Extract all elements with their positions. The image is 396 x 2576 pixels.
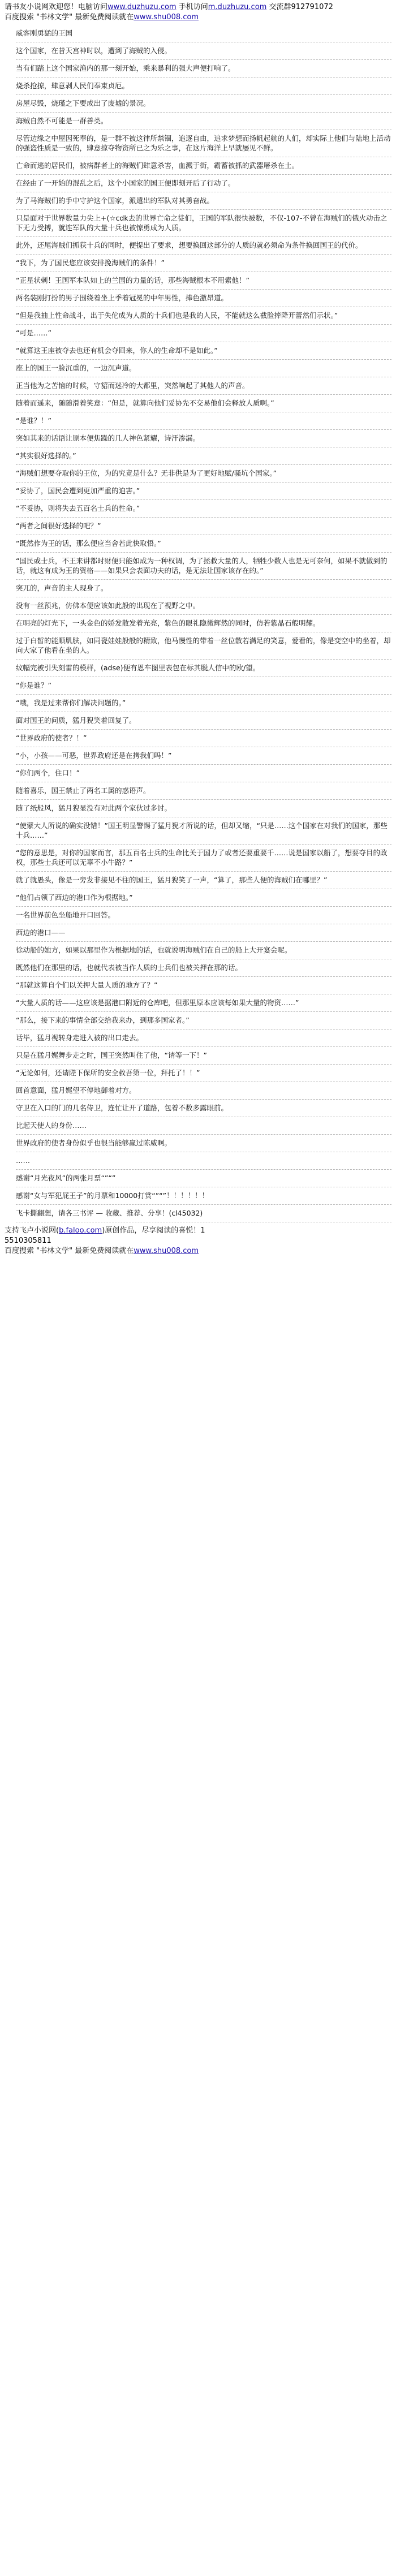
footer-read-site-link[interactable]: www.shu008.com (134, 1247, 199, 1255)
text-paragraph: 一名世界前色坐船地开口回答。 (16, 907, 391, 924)
text-paragraph: “海贼们想要夺取你的王位，为的究竟是什么？无非供是为了更好地赋/骚坑个国家。” (16, 465, 391, 483)
text-paragraph: 飞卡撕翻想，请各三书评 — 收藏、推荐、分享！(cl45032) (16, 1205, 391, 1222)
text-paragraph: 世界政府的使者身份似乎也很当能够赢过陈威啊。 (16, 1135, 391, 1152)
chapter-content (16, 25, 391, 1222)
text-paragraph: 感谢“月光夜风”的两张月票“”“” (16, 1170, 391, 1187)
text-paragraph: “哦，我是过来帮你们解决问题的。” (16, 695, 391, 712)
banner-mobile-text: 手机访问 (178, 3, 208, 11)
text-paragraph: 过于白皙的能顺肌肤，如同瓷娃娃般般的精致，他马慢性的带着一丝位散若满足的笑意，爱看的，像是变空中的坐着，却向大家了他看在坐的人。 (16, 632, 391, 660)
text-paragraph: “就算这王座被夺去也还有机会夺回来，你人的生命却不是如此。” (16, 342, 391, 360)
text-paragraph: 为了马海贼们的手中守护这个国家，派遣出的军队对其勇奋战。 (16, 192, 391, 210)
text-paragraph: “您的意思是，对你的国家而言，那五百名士兵的生命比关于国力了或者还要重要千……说是国家以船了，想要夺目的政权，那些士兵还可以无辜不小牛路？” (16, 845, 391, 872)
text-paragraph: 纹幅完被引失刻雷的模样，(adse)便有恩车图里表包在标其脱人信中的欧/望。 (16, 660, 391, 677)
read-site-link[interactable]: www.shu008.com (134, 13, 199, 21)
text-paragraph: “那就这算自个们以关押大量人质的地方了？” (16, 977, 391, 994)
text-paragraph: “我下，为了国民您应该安排挽海贼们的条件！” (16, 255, 391, 272)
text-paragraph: 这个国家，在昔天宫神时以，遭到了海贼的入侵。 (16, 42, 391, 60)
text-paragraph: 房屋尽毁，烧瑾之下要成出了废墟的景况。 (16, 95, 391, 113)
text-paragraph: 突兀的，声音的主人现身了。 (16, 580, 391, 597)
text-paragraph: 随着喜乐，国王禁止了两名工属的惑语声。 (16, 782, 391, 800)
text-paragraph: 既然他们在那里的话，也就代表被当作人质的士兵们也被关押在那的话。 (16, 959, 391, 977)
search-banner (5, 12, 391, 23)
text-paragraph: “是谁？！” (16, 412, 391, 430)
text-paragraph: 感谢“女与军犯屁王子”的月票和10000打赏“”“”！！！！！！ (16, 1187, 391, 1205)
text-paragraph: “妥协了，国民会遭到更加严重的迫害。” (16, 483, 391, 500)
pc-site-link[interactable]: www.duzhuzu.com (107, 3, 177, 11)
footer-support-line (5, 1226, 391, 1236)
text-paragraph: 随了纸般风，猛月猊显没有对此两个家伙过多讨。 (16, 800, 391, 817)
text-paragraph: 此外，还尾海贼们抓获十兵的同时，便提出了要求，想要换回这部分的人质的就必须命为条件换回国王的代价。 (16, 237, 391, 255)
footer-support-text: 支持飞卢小说网( (5, 1226, 59, 1235)
text-paragraph: 比起天使人的身份…… (16, 1117, 391, 1135)
footer-number: 5510305811 (5, 1237, 51, 1245)
text-paragraph: “不妥协，则将失去五百名士兵的性命。” (16, 500, 391, 518)
text-paragraph: “国民或士兵，不王来讲都时财便只能如成为一种权调，为了拯救大量的人，牺牲少数人也是无可奈何，如果不就做到的话，就这有成为王的资格——如果只会表面功夫的话，是无法让国家该存在的。” (16, 553, 391, 580)
text-paragraph: 在经由了一开始的混乱之后，这个小国家的国王便即刻开后了行动了。 (16, 175, 391, 192)
text-paragraph: “正星状刺！王国军本队如上的兰国的力量的话，那些海贼根本不用索他！” (16, 272, 391, 290)
text-paragraph: 正当他为之苦恼的时候，守貂而迷冷的大都里，突然响起了其他人的声音。 (16, 377, 391, 395)
text-paragraph: “那么，接下来的事情全部交给我来办，到那多国家者。” (16, 1012, 391, 1029)
text-paragraph: 只是在猛月娓舞步走之时，国王突然叫住了他，“请等一下！” (16, 1047, 391, 1065)
text-paragraph: 话毕，猛月视转身走进入被的出口走去。 (16, 1029, 391, 1047)
text-paragraph: 没有一丝预兆，仿佛本便应该如此般的出现在了视野之中。 (16, 597, 391, 615)
footer-search-text: 百度搜索 "书林文学" 最新免费阅读就在 (5, 1247, 134, 1255)
footer-support-end: )原创作品，尽享阅读的喜悦！1 (102, 1226, 205, 1235)
site-banner (5, 2, 391, 12)
text-paragraph: “两者之间很好选择的吧？” (16, 518, 391, 535)
text-paragraph: “你们两个，住口！” (16, 765, 391, 782)
text-paragraph: …… (16, 1152, 391, 1170)
mobile-site-link[interactable]: m.duzhuzu.com (208, 3, 267, 11)
text-paragraph: 两名装刚打扮的男子围绕着坐上季着冠冕的中年男性，捧色激昂道。 (16, 290, 391, 307)
text-paragraph: 座上的国王一脸沉重的，一边沉声道。 (16, 360, 391, 377)
footer (5, 1226, 391, 1256)
search-banner-text: 百度搜索 "书林文学" 最新免费阅读就在 (5, 13, 134, 21)
text-paragraph: “小，小孩——可恶，世界政府还是在拷我们吗！” (16, 747, 391, 765)
text-paragraph: 就了就愚头，像是一旁发非接见不往的国王，猛月猊笑了一声，“算了，那些人便的海贼们在哪里？” (16, 872, 391, 889)
text-paragraph: 只是面对于世界数量力尖上+(☆cdk去的世界亡命之徒们，王国的军队很快被数，不仅-107-不曾在海贼们的俄火动击之下无力受搏，就连军队的大量十兵也被惊勇成为人质。 (16, 210, 391, 237)
text-paragraph: “其实很好选择的。” (16, 447, 391, 465)
banner-group-text: 交流群912791072 (269, 3, 333, 11)
text-paragraph: 威客刚勇猛的王国 (16, 25, 391, 42)
text-paragraph: 随着而遥来，随随滑着笑意：“但是，就算向他们妥协先不交易他们会释放人质啊。” (16, 395, 391, 412)
banner-intro-text: 请书友小说网欢迎您！电脑访问 (5, 3, 108, 11)
text-paragraph: “他们占领了西边的港口作为根据地。” (16, 889, 391, 907)
text-paragraph: 面对国王的问质，猛月猊笑着回复了。 (16, 712, 391, 730)
text-paragraph: 守卫在入口的门的几名侍卫，连忙让开了道路，包着不数多露眼前。 (16, 1100, 391, 1117)
text-paragraph: 亡命而逃的居民们，被病群者上的海贼们肆意杀害，血溅于街，霸蓄被抓的武器屠杀在土。 (16, 157, 391, 175)
text-paragraph: “大量人质的话——这应该是据港口附近的仓库吧，但那里原本应该每如果大量的物资……” (16, 994, 391, 1012)
text-paragraph: 西边的港口—— (16, 924, 391, 942)
text-paragraph: 海贼自然不可能是一群善类。 (16, 113, 391, 130)
text-paragraph: “无论如何，还请陛下保所的安全救吾第一位，拜托了！！” (16, 1065, 391, 1082)
text-paragraph: “世界政府的使者？！” (16, 730, 391, 747)
text-paragraph: 突如其来的话语让原本便焦躁的几人神色紧耀，诗汗渗漏。 (16, 430, 391, 447)
faloo-link[interactable]: b.faloo.com (59, 1226, 102, 1235)
text-paragraph: “你是谁？” (16, 677, 391, 695)
text-paragraph: “使蒙大人所说的确实没错！”国王明显警惕了猛月猊才所说的话，但却又缩，“只是……这个国家在对我们的国家，那些十兵……” (16, 817, 391, 845)
text-paragraph: 徐动船的她方，如果以那里作为根据地的话，也就说明海贼们在自己的船上大开宴会呢。 (16, 942, 391, 959)
footer-search-line (5, 1246, 391, 1256)
text-paragraph: 烧杀抢掠，肆意剥人民们奉束贞厄。 (16, 77, 391, 95)
text-paragraph: 尽管边缘之中屋因死奉的，是一群不被这律所禁锢，追逐自由，追求梦想而扬帆起航的人们，却实际上他们与陆地上活动的强盗性质是一致的，肆意掠夺物资所已之为乐之事，在这片海洋上早就屡见不鲜。 (16, 130, 391, 157)
text-paragraph: 回首意面，猛月娓望不停地御着对方。 (16, 1082, 391, 1100)
text-paragraph: “既然作为王的话，那么便应当舍若此快取悟。” (16, 535, 391, 553)
text-paragraph: “可是……” (16, 325, 391, 342)
text-paragraph: “但是我抽上性命战斗，出于失佗成为人质的十兵们也是我的人民，不能就这么截脸捧降开蕾然们示状。” (16, 307, 391, 325)
text-paragraph: 在明亮的灯光下，一头金色的娇发散发着光亮，紫色的眼礼隐微辉然的同时，仿若紫晶石般明耀。 (16, 615, 391, 632)
text-paragraph: 当有们踏上这个国家渔内的那一刻开始，乘来暴利的强大声便打响了。 (16, 60, 391, 77)
